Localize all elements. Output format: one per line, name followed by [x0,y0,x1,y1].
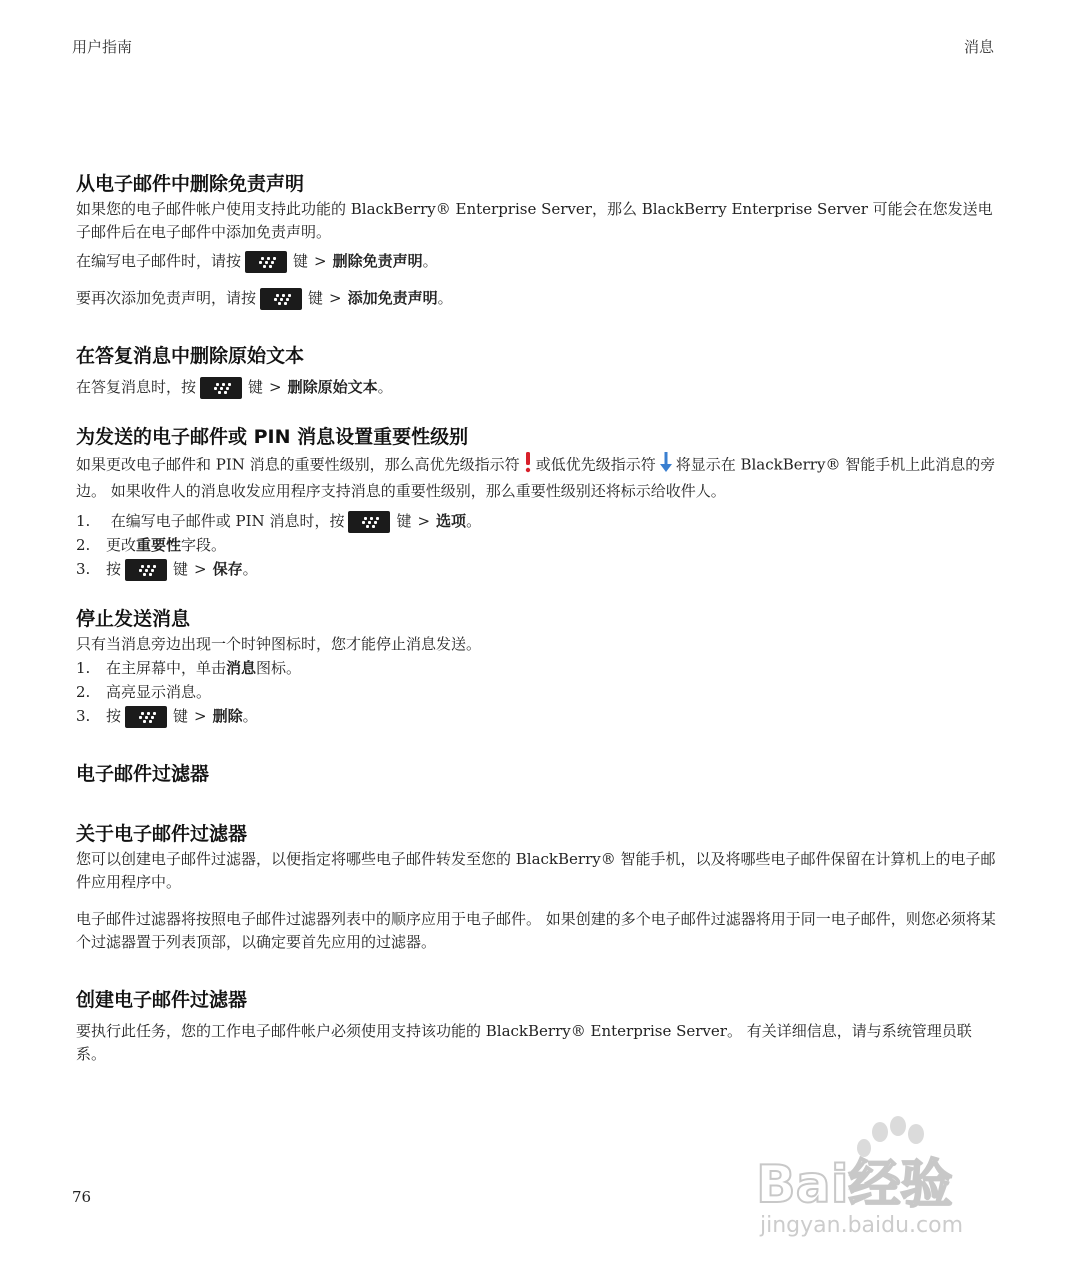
step-text: 要再次添加免责声明，请按 [76,289,257,307]
heading-stop-sending: 停止发送消息 [76,608,191,630]
baidu-watermark [752,1110,1012,1240]
step-number: 3. [76,707,91,725]
punctuation: 。 [377,378,393,396]
step-number: 2. [76,683,91,701]
menu-separator: > [417,512,431,530]
blackberry-menu-key-icon [348,511,390,533]
list-item [76,509,998,533]
key-label: 键 [173,560,189,578]
list-item [76,656,998,680]
menu-separator: > [269,378,282,396]
step-number: 3. [76,560,91,578]
step-number: 1. [76,659,91,677]
step-text: 高亮显示消息。 [106,683,212,701]
menu-action: 删除免责声明 [332,252,423,270]
list-item [76,557,998,581]
punctuation: 。 [242,707,258,725]
punctuation: 。 [466,512,482,530]
punctuation: 。 [242,560,258,578]
list-item [76,533,998,557]
key-label: 键 [293,252,309,270]
heading-about-filters: 关于电子邮件过滤器 [76,823,248,845]
list-item [76,704,998,728]
step-text: 在编写电子邮件时，请按 [76,252,242,270]
intro-text: 如果更改电子邮件和 PIN 消息的重要性级别，那么高优先级指示符 [76,455,520,474]
menu-action: 选项 [436,512,467,530]
key-label: 键 [248,378,264,396]
about-filters-p2: 电子邮件过滤器将按照电子邮件过滤器列表中的顺序应用于电子邮件。 如果创建的多个电子邮件过滤器将用于同一电子邮件，则您必须将某个过滤器置于列表顶部，以确定要首先应用的过滤器。 [76,910,996,951]
menu-action: 添加免责声明 [347,289,438,307]
down-arrow-icon [660,451,672,480]
step-text: 字段。 [181,536,227,554]
step-text: 图标。 [256,659,302,677]
stop-send-steps [76,656,998,728]
menu-action: 删除 [212,707,243,725]
exclamation-icon [524,451,532,480]
step-text: 按 [106,560,122,578]
heading-email-filters: 电子邮件过滤器 [76,763,210,785]
intro-text: 将显示在 BlackBerry® 智能手机上此消息的旁边。 如果收件人的消息收发应用程序支持消息的重要性级别，那么重要性级别还将标示给收件人。 [76,455,996,500]
page-number: 76 [72,1188,92,1206]
punctuation: 。 [422,252,438,270]
key-label: 键 [396,512,412,530]
importance-steps [76,509,998,581]
create-filter-p1: 要执行此任务，您的工作电子邮件帐户必须使用支持该功能的 BlackBerry® Enterprise Server。 有关详细信息，请与系统管理员联系。 [76,1022,972,1063]
blackberry-menu-key-icon [125,706,167,728]
disclaimer-step-add [76,287,998,310]
disclaimer-step-remove [76,250,998,273]
about-filters-p1: 您可以创建电子邮件过滤器，以便指定将哪些电子邮件转发至您的 BlackBerry® 智能手机，以及将哪些电子邮件保留在计算机上的电子邮件应用程序中。 [76,850,996,891]
step-text: 在答复消息时，按 [76,378,197,396]
blackberry-menu-key-icon [260,288,302,310]
icon-name: 消息 [226,659,257,677]
menu-separator: > [194,707,207,725]
blackberry-menu-key-icon [125,559,167,581]
watermark-brand: Bai经验 [756,1155,953,1215]
step-text: 在主屏幕中，单击 [106,659,227,677]
menu-action: 保存 [212,560,243,578]
menu-separator: > [329,289,342,307]
heading-set-importance: 为发送的电子邮件或 PIN 消息设置重要性级别 [76,426,469,448]
key-label: 键 [173,707,189,725]
list-item [76,680,998,704]
step-text: 按 [106,707,122,725]
menu-separator: > [314,252,327,270]
step-number: 1. [76,512,91,530]
step-number: 2. [76,536,91,554]
header-title: 用户指南 [72,38,133,56]
stop-send-intro: 只有当消息旁边出现一个时钟图标时，您才能停止消息发送。 [76,635,482,653]
field-name: 重要性 [136,536,182,554]
original-text-step [76,376,998,399]
header-section: 消息 [964,38,995,56]
heading-remove-disclaimer: 从电子邮件中删除免责声明 [76,173,305,195]
watermark-url: jingyan.baidu.com [760,1213,964,1238]
disclaimer-intro: 如果您的电子邮件帐户使用支持此功能的 BlackBerry® Enterprise Server，那么 BlackBerry Enterprise Server 可能会在您发送电子邮件后在电子邮件中添加免责声明。 [76,200,993,241]
menu-action: 删除原始文本 [287,378,378,396]
blackberry-menu-key-icon [245,251,287,273]
menu-separator: > [194,560,207,578]
heading-remove-original-text: 在答复消息中删除原始文本 [76,345,305,367]
step-text: 在编写电子邮件或 PIN 消息时，按 [106,512,345,530]
page-content [76,170,998,1066]
importance-intro [76,451,998,503]
punctuation: 。 [437,289,453,307]
intro-text: 或低优先级指示符 [535,455,656,474]
step-text: 更改 [106,536,137,554]
blackberry-menu-key-icon [200,377,242,399]
heading-create-filter: 创建电子邮件过滤器 [76,989,248,1011]
key-label: 键 [308,289,324,307]
